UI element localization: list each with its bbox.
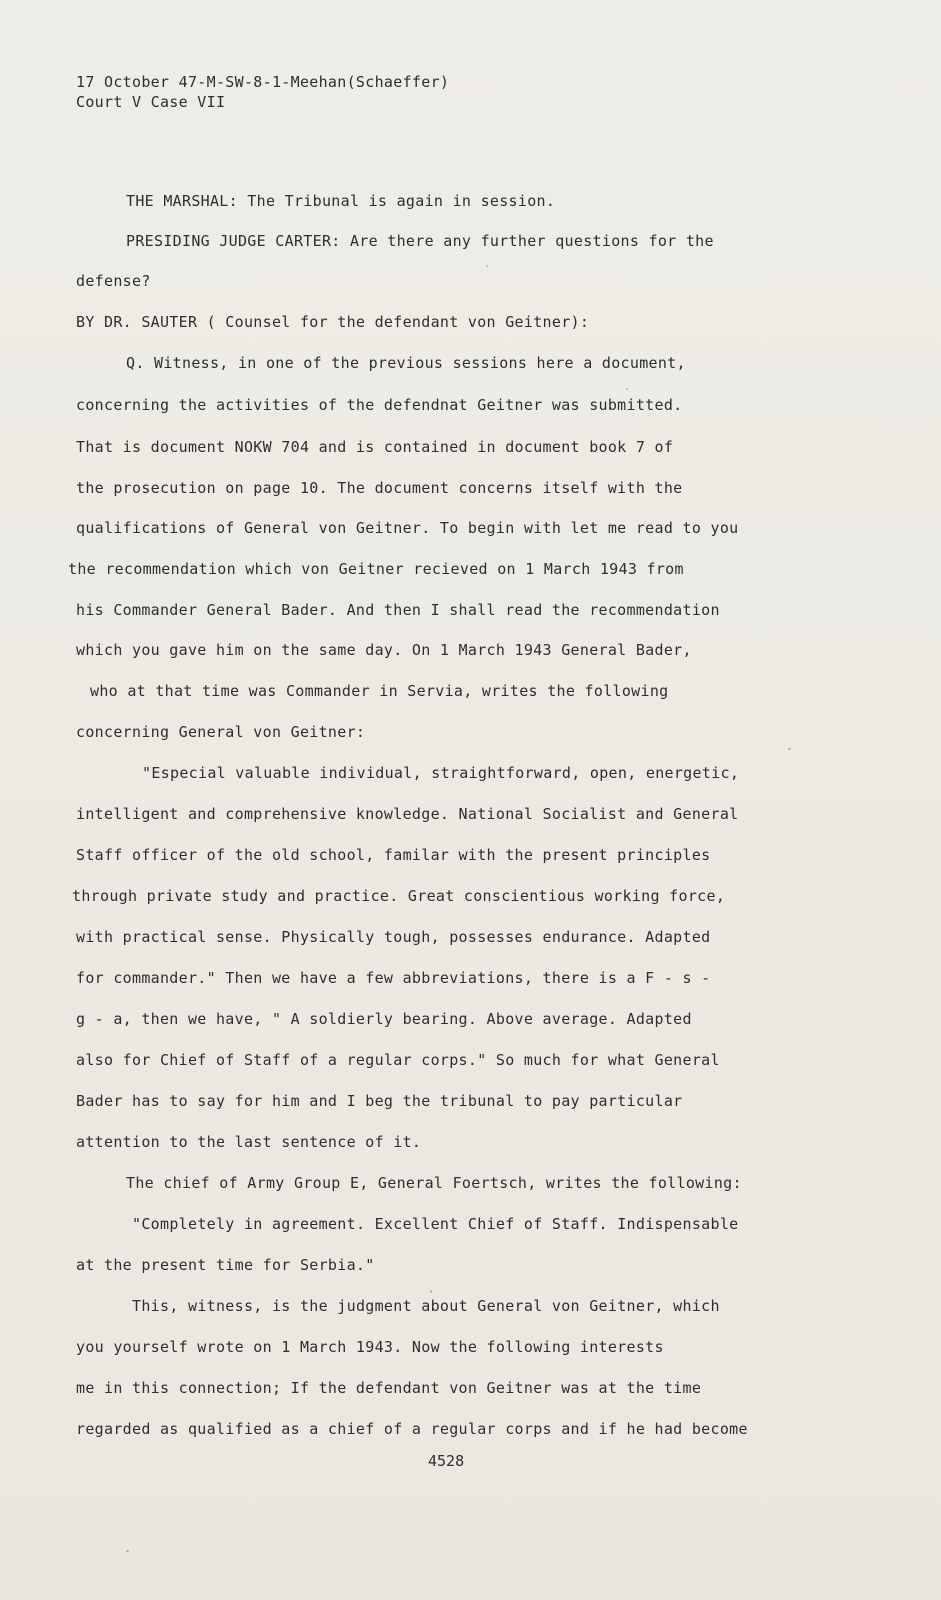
body-line: Bader has to say for him and I beg the tribunal to pay particular (76, 1092, 683, 1110)
body-line: The chief of Army Group E, General Foertsch, writes the following: (126, 1174, 742, 1192)
body-line: which you gave him on the same day. On 1 March 1943 General Bader, (76, 641, 692, 659)
body-line: for commander." Then we have a few abbreviations, there is a F - s - (76, 969, 711, 987)
body-line: qualifications of General von Geitner. To begin with let me read to you (76, 519, 739, 537)
body-line: defense? (76, 272, 151, 290)
paper-speck (430, 1290, 432, 1293)
body-line: his Commander General Bader. And then I shall read the recommendation (76, 601, 720, 619)
body-line: the recommendation which von Geitner recieved on 1 March 1943 from (68, 560, 684, 578)
body-line: with practical sense. Physically tough, possesses endurance. Adapted (76, 928, 711, 946)
body-line: BY DR. SAUTER ( Counsel for the defendant von Geitner): (76, 313, 590, 331)
page-number: 4528 (428, 1452, 465, 1470)
body-line: also for Chief of Staff of a regular corps." So much for what General (76, 1051, 720, 1069)
header-reference: 17 October 47-M-SW-8-1-Meehan(Schaeffer) (76, 73, 450, 91)
header-court-case: Court V Case VII (76, 93, 226, 111)
body-line: through private study and practice. Great conscientious working force, (72, 887, 726, 905)
body-line: regarded as qualified as a chief of a regular corps and if he had become (76, 1420, 748, 1438)
body-line: PRESIDING JUDGE CARTER: Are there any further questions for the (126, 232, 714, 250)
body-line: concerning the activities of the defendnat Geitner was submitted. (76, 396, 683, 414)
paper-speck (626, 388, 628, 390)
body-line: you yourself wrote on 1 March 1943. Now the following interests (76, 1338, 664, 1356)
paper-speck (788, 748, 791, 750)
body-line: g - a, then we have, " A soldierly bearing. Above average. Adapted (76, 1010, 692, 1028)
paper-speck (486, 265, 488, 267)
body-line: who at that time was Commander in Servia, writes the following (90, 682, 669, 700)
body-line: This, witness, is the judgment about General von Geitner, which (132, 1297, 720, 1315)
body-line: THE MARSHAL: The Tribunal is again in session. (126, 192, 556, 210)
body-line: "Completely in agreement. Excellent Chief of Staff. Indispensable (132, 1215, 739, 1233)
body-line: intelligent and comprehensive knowledge. National Socialist and General (76, 805, 739, 823)
body-line: me in this connection; If the defendant von Geitner was at the time (76, 1379, 702, 1397)
body-line: Staff officer of the old school, familar with the present principles (76, 846, 711, 864)
body-line: attention to the last sentence of it. (76, 1133, 422, 1151)
body-line: That is document NOKW 704 and is contained in document book 7 of (76, 438, 674, 456)
body-line: "Especial valuable individual, straightforward, open, energetic, (142, 764, 740, 782)
body-line: at the present time for Serbia." (76, 1256, 375, 1274)
paper-speck (126, 1550, 129, 1552)
body-line: the prosecution on page 10. The document concerns itself with the (76, 479, 683, 497)
body-line: concerning General von Geitner: (76, 723, 366, 741)
body-line: Q. Witness, in one of the previous sessions here a document, (126, 354, 686, 372)
